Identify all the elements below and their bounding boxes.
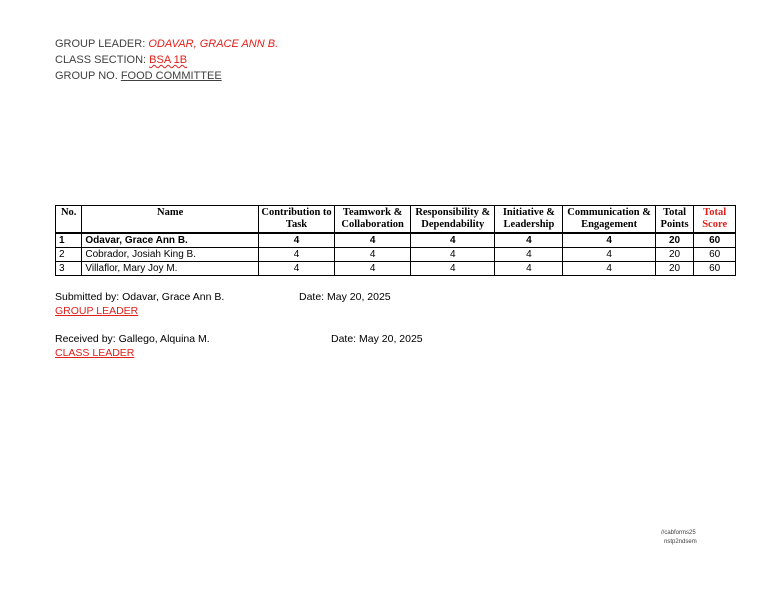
col-header-communication: Communication & Engagement <box>563 206 655 234</box>
received-date: Date: May 20, 2025 <box>331 333 423 345</box>
table-header-row <box>56 206 736 234</box>
cell-contribution: 4 <box>258 248 334 262</box>
col-header-initiative: Initiative & Leadership <box>495 206 563 234</box>
cell-communication: 4 <box>563 248 655 262</box>
table-row <box>56 233 736 248</box>
cell-total-points: 20 <box>655 248 694 262</box>
cell-name: Cobrador, Josiah King B. <box>82 248 259 262</box>
cell-teamwork: 4 <box>335 233 411 248</box>
col-header-no: No. <box>56 206 82 234</box>
col-header-contribution: Contribution to Task <box>258 206 334 234</box>
cell-communication: 4 <box>563 262 655 276</box>
cell-total-points: 20 <box>655 233 694 248</box>
group-leader-label: GROUP LEADER: <box>55 38 146 50</box>
form-code-line1: //cabforms25 <box>661 530 696 536</box>
table-row <box>56 262 736 276</box>
form-code <box>661 529 697 547</box>
col-header-total-points: Total Points <box>655 206 694 234</box>
class-section-line <box>55 52 278 68</box>
cell-responsibility: 4 <box>411 262 495 276</box>
cell-initiative: 4 <box>495 233 563 248</box>
class-section-label: CLASS SECTION: <box>55 54 147 66</box>
cell-total-score: 60 <box>694 248 736 262</box>
group-no-label: GROUP NO. <box>55 70 118 82</box>
cell-total-score: 60 <box>694 262 736 276</box>
evaluation-table <box>55 205 736 276</box>
col-header-responsibility: Responsibility & Dependability <box>411 206 495 234</box>
cell-no: 3 <box>56 262 82 276</box>
cell-contribution: 4 <box>258 233 334 248</box>
cell-communication: 4 <box>563 233 655 248</box>
submitted-by-label: Submitted by: Odavar, Grace Ann B. <box>55 291 225 303</box>
class-leader-role: CLASS LEADER <box>55 347 135 359</box>
group-leader-line <box>55 36 278 52</box>
cell-contribution: 4 <box>258 262 334 276</box>
group-no-value: FOOD COMMITTEE <box>120 70 222 82</box>
cell-responsibility: 4 <box>411 248 495 262</box>
submitted-role <box>55 304 138 318</box>
cell-total-score: 60 <box>694 233 736 248</box>
table-row <box>56 248 736 262</box>
form-code-line2: nstp2ndsem <box>664 539 697 545</box>
col-header-total-score: Total Score <box>694 206 736 234</box>
received-by-label: Received by: Gallego, Alquina M. <box>55 333 210 345</box>
cell-initiative: 4 <box>495 248 563 262</box>
cell-name: Odavar, Grace Ann B. <box>82 233 259 248</box>
document-header <box>55 36 278 84</box>
cell-no: 2 <box>56 248 82 262</box>
cell-teamwork: 4 <box>335 248 411 262</box>
col-header-name: Name <box>82 206 259 234</box>
class-section-value: BSA 1B <box>149 54 188 66</box>
received-role <box>55 346 134 360</box>
cell-initiative: 4 <box>495 262 563 276</box>
cell-total-points: 20 <box>655 262 694 276</box>
group-leader-role: GROUP LEADER <box>55 305 139 317</box>
cell-name: Villaflor, Mary Joy M. <box>82 262 259 276</box>
col-header-teamwork: Teamwork & Collaboration <box>335 206 411 234</box>
group-leader-value: ODAVAR, GRACE ANN B. <box>148 38 279 50</box>
cell-responsibility: 4 <box>411 233 495 248</box>
submitted-date: Date: May 20, 2025 <box>299 291 391 303</box>
cell-teamwork: 4 <box>335 262 411 276</box>
group-no-line <box>55 68 278 84</box>
cell-no: 1 <box>56 233 82 248</box>
